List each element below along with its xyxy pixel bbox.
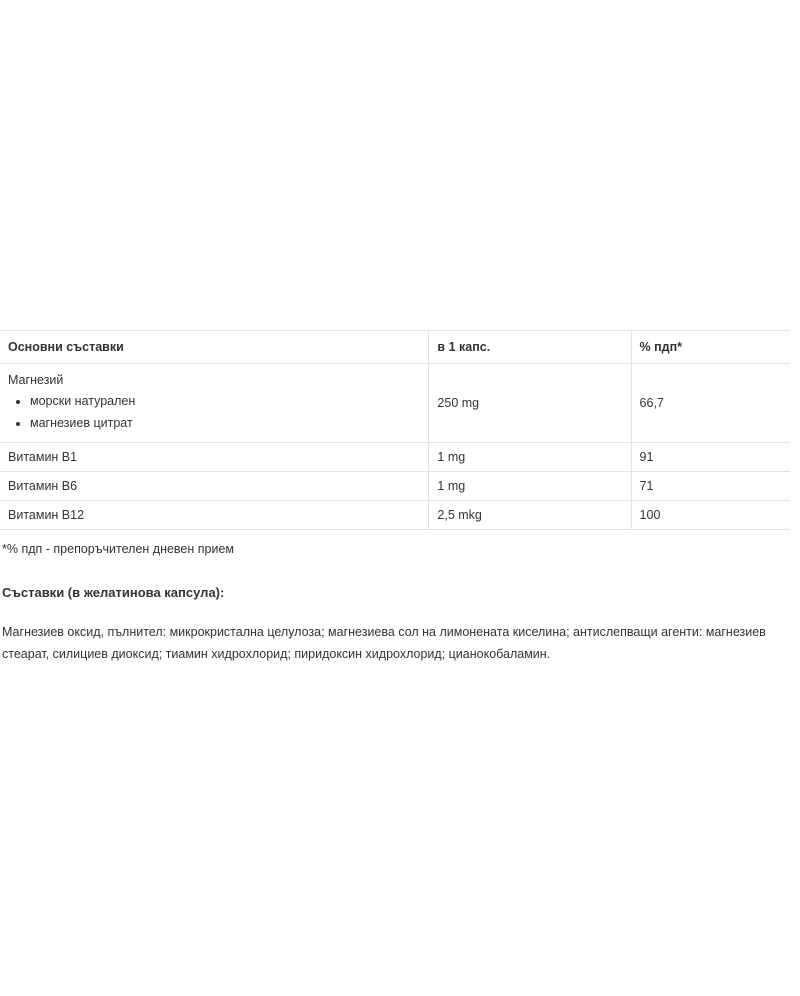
cell-nrv: 100 xyxy=(631,500,790,529)
cell-ingredient-name: Витамин B1 xyxy=(0,442,429,471)
cell-dose: 2,5 mkg xyxy=(429,500,631,529)
cell-nrv: 71 xyxy=(631,471,790,500)
nutrition-content xyxy=(0,330,800,666)
cell-ingredient-name: Витамин B6 xyxy=(0,471,429,500)
ingredient-sublist xyxy=(8,391,420,435)
table-row xyxy=(0,442,790,471)
cell-ingredient-name: Витамин B12 xyxy=(0,500,429,529)
ingredients-text: Магнезиев оксид, пълнител: микрокристална целулоза; магнезиева сол на лимонената киселина; антислепващи агенти: магнезиев стеарат, силициев диоксид; тиамин хидрохлорид; пиридоксин хидрохлорид; цианокобаламин. xyxy=(2,624,766,661)
list-item: • морски натурален xyxy=(30,391,420,413)
header-ingredients: Основни съставки xyxy=(0,331,429,364)
header-nrv: % пдп* xyxy=(631,331,790,364)
cell-nrv: 66,7 xyxy=(631,364,790,443)
ingredients-title: Съставки (в желатинова капсула): xyxy=(2,584,225,600)
table-header xyxy=(0,331,790,364)
header-dose: в 1 капс. xyxy=(429,331,631,364)
cell-nrv: 91 xyxy=(631,442,790,471)
nutrition-table xyxy=(0,330,790,530)
cell-dose: 1 mg xyxy=(429,442,631,471)
table-footnote: *% пдп - препоръчителен дневен прием xyxy=(2,541,235,556)
table-row xyxy=(0,500,790,529)
cell-dose: 1 mg xyxy=(429,471,631,500)
ingredient-label: Магнезий xyxy=(8,373,64,387)
table-row xyxy=(0,471,790,500)
table-header-row xyxy=(0,331,790,364)
cell-dose: 250 mg xyxy=(429,364,631,443)
table-row xyxy=(0,364,790,443)
cell-ingredient-name xyxy=(0,364,429,443)
table-body xyxy=(0,364,790,530)
list-item: • магнезиев цитрат xyxy=(30,413,420,435)
